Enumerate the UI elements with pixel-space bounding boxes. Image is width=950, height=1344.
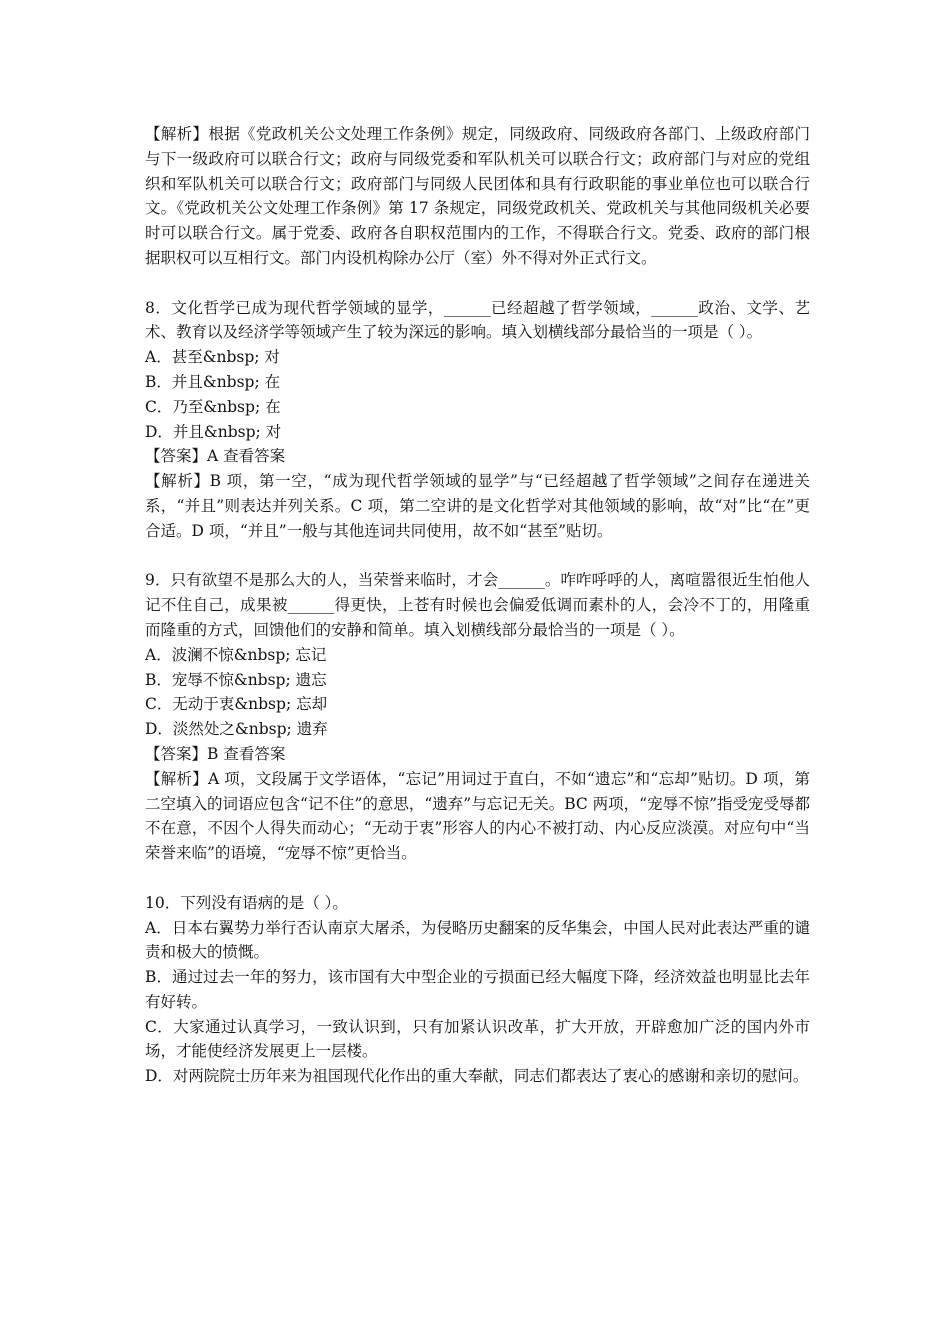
q10-option-a: A．日本右翼势力举行否认南京大屠杀，为侵略历史翻案的反华集会，中国人民对此表达严重的谴责和极大的愤慨。 [145, 918, 810, 962]
q8-option-b: B．并且&nbsp; 在 [145, 372, 281, 391]
q8-option-c: C．乃至&nbsp; 在 [145, 397, 281, 416]
q9-option-a: A．波澜不惊&nbsp; 忘记 [145, 645, 327, 664]
document-page [145, 122, 810, 1089]
q7-analysis: 【解析】根据《党政机关公文处理工作条例》规定，同级政府、同级政府各部门、上级政府部门与下一级政府可以联合行文；政府与同级党委和军队机关可以联合行文；政府部门与对应的党组织和军队机关可以联合行文；政府部门与同级人民团体和具有行政职能的事业单位也可以联合行文。《党政机关公文处理工作条例》第 17 条规定，同级党政机关、党政机关与其他同级机关必要时可以联合行文。属于党委、政府各自职权范围内的工作，不得联合行文。党委、政府的部门根据职权可以互相行文。部门内设机构除办公厅（室）外不得对外正式行文。 [145, 125, 810, 267]
paragraph-gap [145, 271, 810, 296]
q9-option-c: C．无动于衷&nbsp; 忘却 [145, 695, 328, 714]
q10-option-b: B．通过过去一年的努力，该市国有大中型企业的亏损面已经大幅度下降，经济效益也明显比去年有好转。 [145, 968, 810, 1011]
q10-stem: 10．下列没有语病的是（ ）。 [145, 893, 348, 912]
q8-stem: 8．文化哲学已成为现代哲学领域的显学，______已经超越了哲学领域，______政治、文学、艺术、教育以及经济学等领域产生了较为深远的影响。填入划横线部分最恰当的一项是（ ）。 [145, 298, 810, 342]
q8-option-d: D．并且&nbsp; 对 [145, 422, 282, 441]
q9-option-d: D．淡然处之&nbsp; 遗弃 [145, 720, 328, 739]
q9-stem: 9．只有欲望不是那么大的人，当荣誉来临时，才会______。咋咋呼呼的人，离喧嚣很近生怕他人记不住自己，成果被______得更快，上苍有时候也会偏爱低调而素朴的人，会冷不丁的，用隆重而隆重的方式，回馈他们的安静和简单。填入划横线部分最恰当的一项是（ ）。 [145, 571, 810, 639]
paragraph-gap [145, 544, 810, 569]
paragraph-gap [145, 866, 810, 891]
q8-analysis: 【解析】B 项，第一空，“成为现代哲学领域的显学”与“已经超越了哲学领域”之间存在递进关系，“并且”则表达并列关系。C 项，第二空讲的是文化哲学对其他领域的影响，故“对”比“在”更合适。D 项，“并且”一般与其他连词共同使用，故不如“甚至”贴切。 [145, 472, 810, 540]
q9-option-b: B．宠辱不惊&nbsp; 遗忘 [145, 670, 327, 689]
q9-analysis: 【解析】A 项，文段属于文学语体，“忘记”用词过于直白，不如“遗忘”和“忘却”贴切。D 项，第二空填入的词语应包含“记不住”的意思，“遗弃”与忘记无关。BC 两项，“宠辱不惊”指受宠受辱都不在意，不因个人得失而动心；“无动于衷”形容人的内心不被打动、内心反应淡漠。对应句中“当荣誉来临”的语境，“宠辱不惊”更恰当。 [145, 769, 811, 863]
q9-answer: 【答案】B 查看答案 [145, 744, 286, 763]
q8-option-a: A．甚至&nbsp; 对 [145, 348, 280, 367]
q10-option-d: D．对两院院士历年来为祖国现代化作出的重大奉献，同志们都表达了衷心的感谢和亲切的慰问。 [145, 1067, 809, 1086]
q8-answer: 【答案】A 查看答案 [145, 447, 286, 466]
q10-option-c: C．大家通过认真学习，一致认识到，只有加紧认识改革，扩大开放，开辟愈加广泛的国内外市场，才能使经济发展更上一层楼。 [145, 1017, 810, 1061]
